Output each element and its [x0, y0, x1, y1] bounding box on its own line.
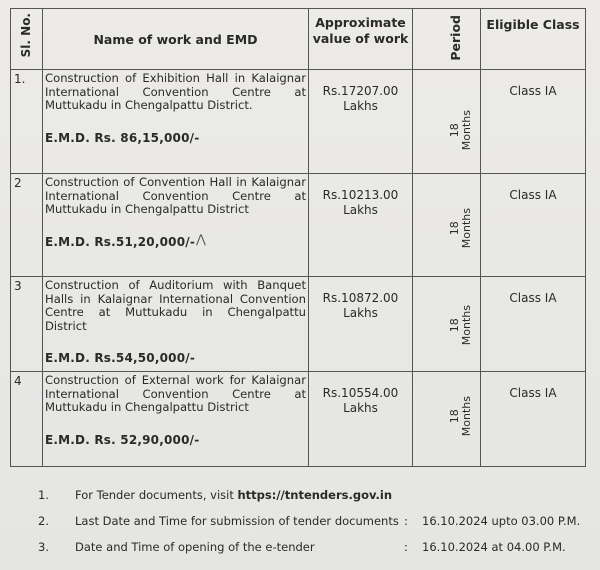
- table-row: [11, 277, 586, 372]
- row-period: [413, 277, 481, 372]
- period-label: 18 Months: [448, 110, 473, 151]
- row-value: Rs.10213.00 Lakhs: [309, 174, 413, 277]
- table-row: [11, 372, 586, 467]
- row-value: Rs.10554.00 Lakhs: [309, 372, 413, 467]
- row-class: Class IA: [481, 70, 586, 174]
- emd-amount: E.M.D. Rs. 52,90,000/-: [45, 432, 200, 447]
- work-description: Construction of Auditorium with Banquet Halls in Kalaignar International Convention Centre at Muttukadu in Chengalpattu District: [45, 278, 306, 333]
- note-text: For Tender documents, visit https://tntenders.gov.in: [75, 488, 393, 502]
- note-number: 1.: [38, 488, 49, 502]
- row-sl-no: 3: [11, 277, 43, 372]
- tender-table: [10, 8, 586, 467]
- row-sl-no: 4: [11, 372, 43, 467]
- row-work-cell: [43, 70, 309, 174]
- header-sl-no-label: Sl. No.: [19, 13, 33, 58]
- header-approximate-value: Approximate value of work: [309, 9, 413, 70]
- row-work-cell: [43, 174, 309, 277]
- tender-link[interactable]: https://tntenders.gov.in: [237, 488, 393, 502]
- work-description: Construction of Exhibition Hall in Kalaignar International Convention Centre at Muttukadu in Chengalpattu District.: [45, 71, 306, 112]
- note-value: 16.10.2024 at 04.00 P.M.: [422, 540, 566, 554]
- header-sl-no: [11, 9, 43, 70]
- row-period: [413, 372, 481, 467]
- period-label: 18 Months: [448, 396, 473, 437]
- period-label: 18 Months: [448, 208, 473, 249]
- table-header-row: [11, 9, 586, 70]
- header-eligible-class: Eligible Class: [481, 9, 586, 70]
- note-colon: :: [404, 540, 408, 554]
- row-work-cell: [43, 277, 309, 372]
- row-class: Class IA: [481, 174, 586, 277]
- table-row: [11, 70, 586, 174]
- row-period: [413, 174, 481, 277]
- note-number: 3.: [38, 540, 49, 554]
- row-value: Rs.10872.00 Lakhs: [309, 277, 413, 372]
- note-text: Last Date and Time for submission of tender documents: [75, 514, 399, 528]
- header-name-of-work: Name of work and EMD: [43, 9, 309, 70]
- row-class: Class IA: [481, 277, 586, 372]
- header-period: [413, 9, 481, 70]
- note-number: 2.: [38, 514, 49, 528]
- row-period: [413, 70, 481, 174]
- note-colon: :: [404, 514, 408, 528]
- period-label: 18 Months: [448, 305, 473, 346]
- table-row: [11, 174, 586, 277]
- row-sl-no: 1.: [11, 70, 43, 174]
- row-class: Class IA: [481, 372, 586, 467]
- note-text: Date and Time of opening of the e-tender: [75, 540, 315, 554]
- emd-amount: E.M.D. Rs.51,20,000/-: [45, 234, 196, 249]
- emd-amount: E.M.D. Rs. 86,15,000/-: [45, 130, 200, 145]
- text-cursor-icon: ⋀: [196, 232, 206, 246]
- row-value: Rs.17207.00 Lakhs: [309, 70, 413, 174]
- row-work-cell: [43, 372, 309, 467]
- emd-amount: E.M.D. Rs.54,50,000/-: [45, 351, 196, 365]
- work-description: Construction of External work for Kalaignar International Convention Centre at Muttukadu in Chengalpattu District: [45, 373, 306, 414]
- work-description: Construction of Convention Hall in Kalaignar International Convention Centre at Muttukadu in Chengalpattu District: [45, 175, 306, 216]
- row-sl-no: 2: [11, 174, 43, 277]
- note-value: 16.10.2024 upto 03.00 P.M.: [422, 514, 581, 528]
- header-period-label: Period: [448, 15, 463, 61]
